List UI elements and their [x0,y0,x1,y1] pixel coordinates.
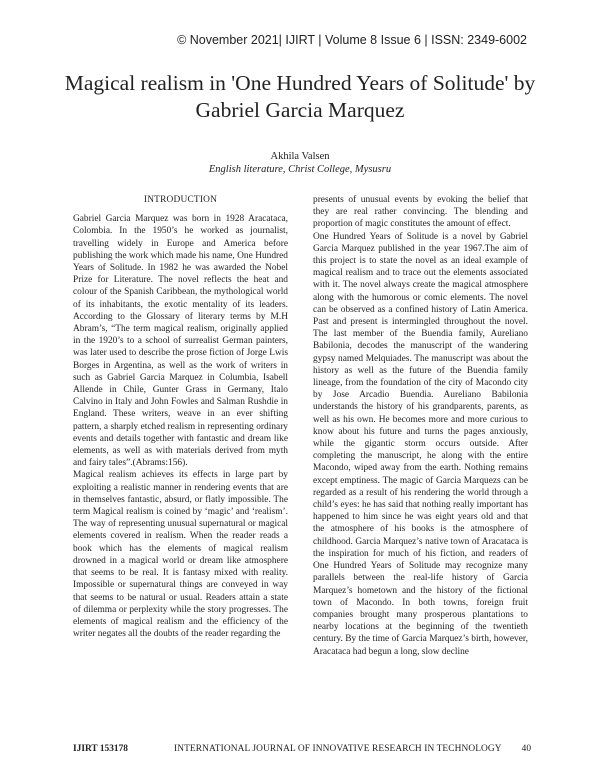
footer-journal-id: IJIRT 153178 [73,744,128,754]
right-column [313,194,528,658]
body-paragraph: Magical realism achieves its effects in large part by exploiting a realistic manner in rendering events that are in themselves fantastic, absurd, or flatly impossible. The term Magical realism is coined by ‘magic’ and ‘realism’. The way of representing unusual supernatural or magical elements covered in realism. When the reader reads a book which has the elements of magical realism drowned in a magical world or dream like atmosphere that seems to be real. It is fantasy mixed with reality. Impossible or supernatural things are conveyed in way that seems to be natural or usual. Readers attain a state of dilemma or perplexity while the story progresses. The elements of magical realism and the efficiency of the writer negates all the doubts of the reader regarding the [73,470,288,640]
author-affiliation: English literature, Christ College, Mysusru [208,164,392,175]
section-heading: INTRODUCTION [143,195,218,205]
left-column [73,194,288,640]
body-paragraph: One Hundred Years of Solitude is a novel by Gabriel Garcia Marquez published in the year 1967.The aim of this project is to state the novel as an ideal example of magical realism and to trace out the elements associated with it. The novel always create the magical atmosphere along with the humorous or comic elements. The novel can be observed as a confined history of Latin America. Past and present is intermingled throughout the novel. The last member of the Buendia family, Aureliano Babilonia, decodes the manuscript of the wandering gypsy named Melquiades. The manuscript was about the history as well as the future of the Buendia family lineage, from the foundation of the city of Macondo city by Jose Arcadio Buendia. Aureliano Babilonia understands the history of his grandparents, parents, as well as his own. He becomes more and more curious to know about his future and turns the pages anxiously, while the gigantic storm occurs outside. After completing the manuscript, he along with the entire Macondo, wiped away from the earth. Nothing remains except emptiness. The magic of Garcia Marquezs can be regarded as a result of his rendering the world through a child’s eyes: he has said that nothing really important has happened to him since he was eight years old and that the atmosphere of his books is the atmosphere of childhood. Garcia Marquez’s native town of Aracataca is the inspiration for much of his fiction, and readers of One Hundred Years of Solitude may recognize many parallels between the real-life history of Garcia Marquez’s hometown and the history of the fictional town of Macondo. In both towns, foreign fruit companies brought many prosperous plantations to nearby locations at the beginning of the twentieth century. By the time of Garcia Marquez’s birth, however, Aracataca had begun a long, slow decline [313,231,528,657]
body-paragraph: Gabriel Garcia Marquez was born in 1928 Aracataca, Colombia. In the 1950’s he worked as journalist, travelling widely in Europe and America before publishing the work which made his name, One Hundred Years of Solitude. In 1982 he was awarded the Nobel Prize for Literature. The novel reflects the heat and colour of the Spanish Caribbean, the mythological world of its inhabitants, the exotic mentality of its leaders. According to the Glossary of literary terms by M.H Abram’s, “The term magical realism, originally applied in the 1920’s to a school of surrealist German painters, was later used to describe the prose fiction of Jorge Lwis Borges in Argentina, as well as the work of writers in such as Gabriel Garcia Marquez in Columbia, Isabell Allende in Chile, Gunter Grass in Germany, Italo Calvino in Italy and John Fowles and Salman Rushdie in England. These writers, weave in an ever shifting pattern, a sharply etched realism in representing ordinary events and details together with fantastic and dream like elements, as well as with materials derived from myth and fairy tales”.(Abrams:156). [73,214,288,469]
body-paragraph: presents of unusual events by evoking the belief that they are real rather convincing. The blending and proportion of magic constitutes the amount of effect. [313,195,528,230]
footer-journal-name: INTERNATIONAL JOURNAL OF INNOVATIVE RESEARCH IN TECHNOLOGY [174,744,502,754]
author-name: Akhila Valsen [270,151,330,162]
article-title: Magical realism in 'One Hundred Years of Solitude' by Gabriel Garcia Marquez [64,71,536,122]
journal-citation-header: © November 2021| IJIRT | Volume 8 Issue 6 | ISSN: 2349-6002 [177,33,527,47]
page-number: 40 [521,744,531,754]
